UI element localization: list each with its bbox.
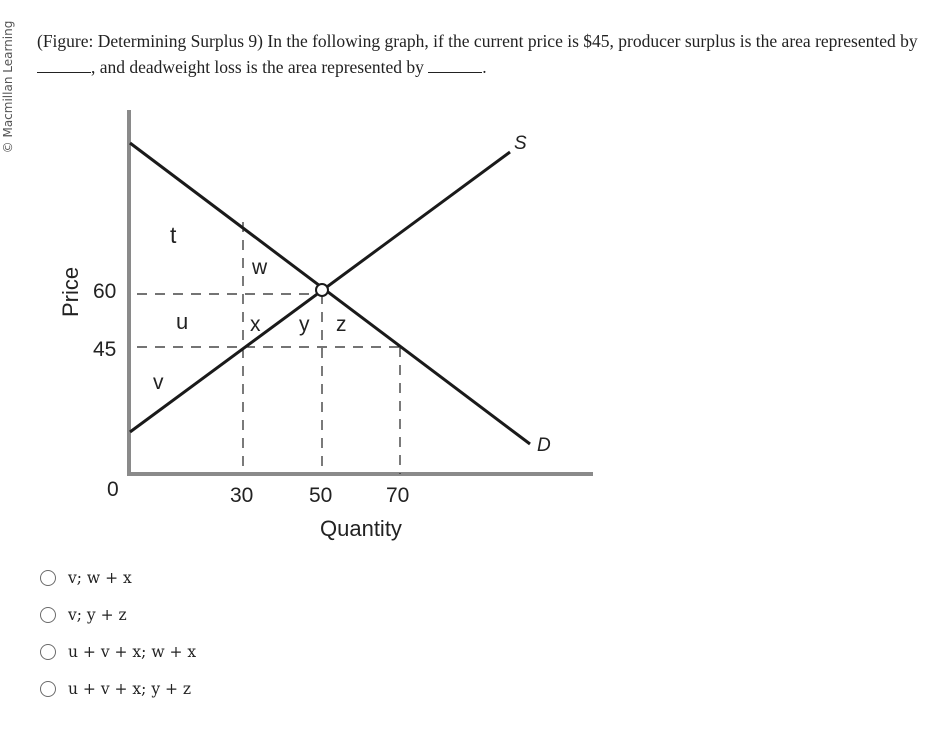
radio-button[interactable]	[40, 681, 56, 697]
origin-tick-0: 0	[107, 478, 119, 501]
area-label-x: x	[250, 313, 261, 336]
supply-label: S	[514, 133, 527, 154]
option-label: u + v + x; w + x	[68, 643, 197, 661]
option-label: v; w + x	[68, 569, 132, 587]
area-label-u: u	[176, 309, 189, 334]
option-label: v; y + z	[68, 606, 127, 624]
answer-options	[40, 568, 196, 716]
answer-option-4[interactable]	[40, 679, 196, 699]
answer-option-2[interactable]	[40, 605, 196, 625]
x-axis-title: Quantity	[320, 516, 402, 541]
radio-button[interactable]	[40, 607, 56, 623]
answer-option-3[interactable]	[40, 642, 196, 662]
option-label: u + v + x; y + z	[68, 680, 192, 698]
area-label-t: t	[170, 222, 177, 248]
demand-label: D	[537, 435, 551, 456]
equilibrium-point	[316, 284, 328, 296]
area-label-y: y	[299, 313, 310, 336]
y-axis-title: Price	[58, 266, 83, 317]
question-part-1: (Figure: Determining Surplus 9) In the following graph, if the current price is $45, producer surplus is the area represented by	[37, 31, 918, 51]
area-label-v: v	[153, 371, 164, 394]
quantity-tick-70: 70	[386, 484, 410, 507]
quantity-tick-50: 50	[309, 484, 333, 507]
radio-button[interactable]	[40, 570, 56, 586]
radio-button[interactable]	[40, 644, 56, 660]
area-label-w: w	[252, 256, 268, 279]
quantity-tick-30: 30	[230, 484, 254, 507]
area-label-z: z	[336, 313, 347, 336]
question-part-3: .	[482, 57, 487, 77]
answer-option-1[interactable]	[40, 568, 196, 588]
price-tick-60: 60	[93, 280, 117, 303]
price-tick-45: 45	[93, 338, 117, 361]
question-part-2: , and deadweight loss is the area represented by	[91, 57, 424, 77]
copyright-watermark: © Macmillan Learning	[1, 20, 15, 154]
demand-curve	[130, 143, 530, 444]
